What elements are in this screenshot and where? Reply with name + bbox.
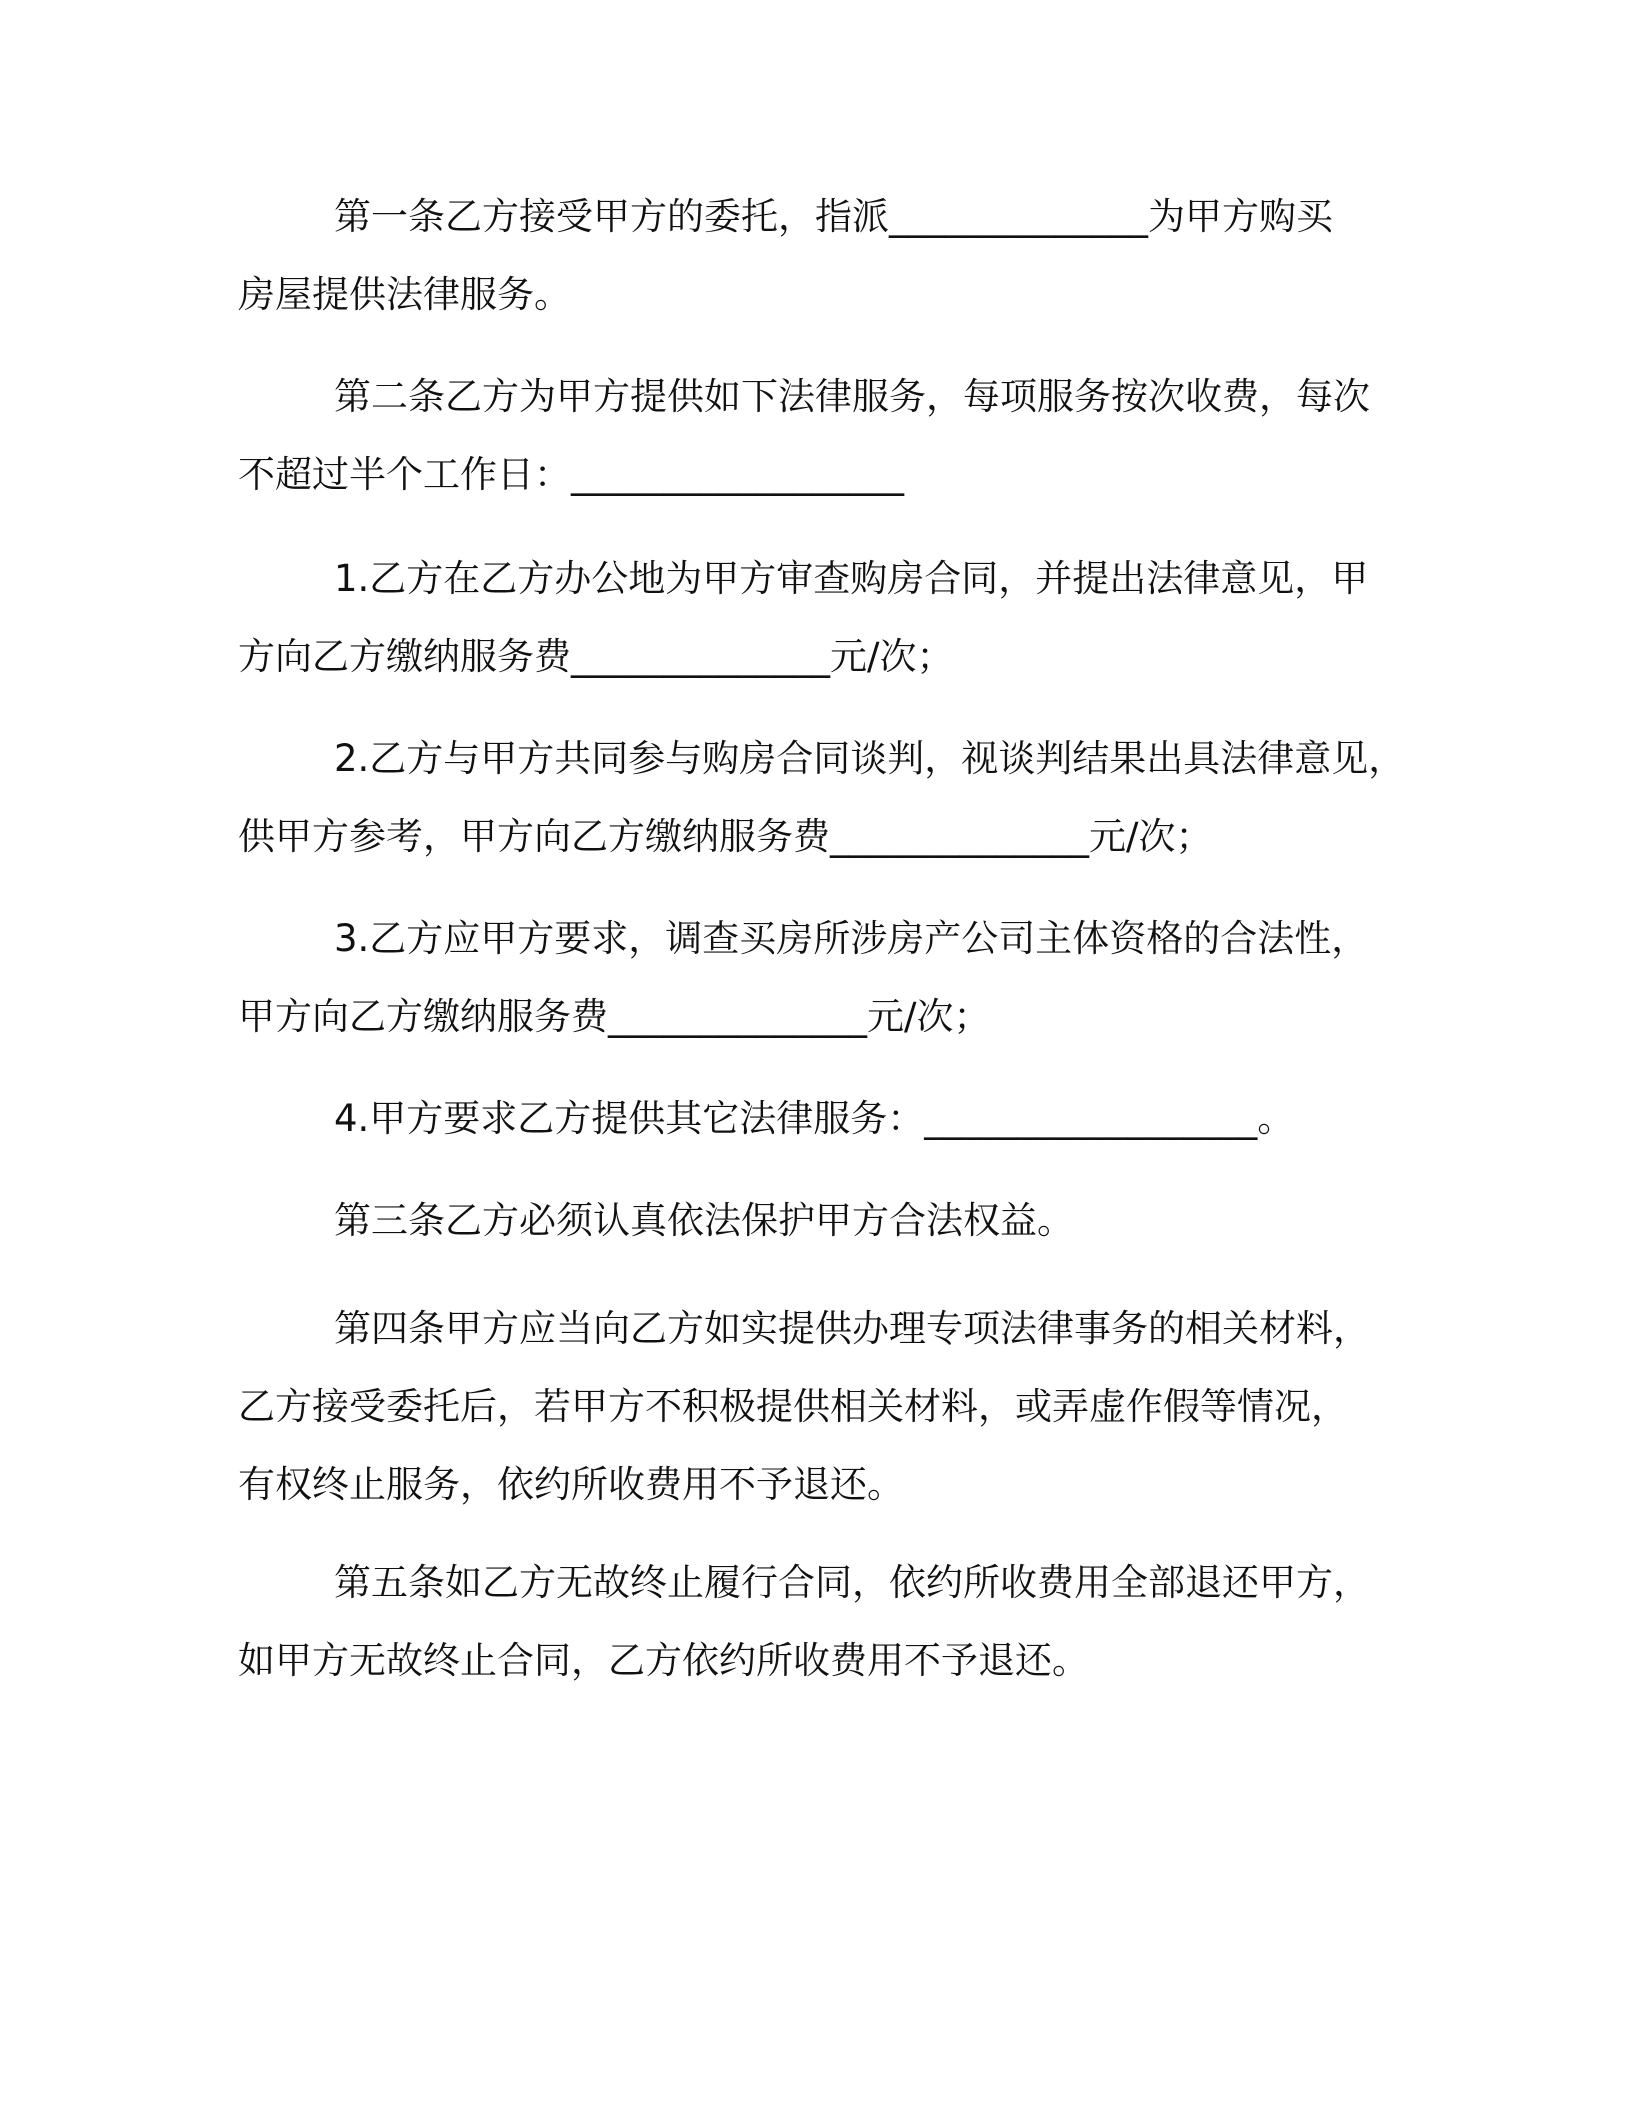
item-2-line-2: 供甲方参考，甲方向乙方缴纳服务费______________元/次；	[238, 815, 1213, 858]
article-2-line-2: 不超过半个工作日：__________________	[238, 453, 904, 496]
item-1-line-1: 1.乙方在乙方办公地为甲方审查购房合同，并提出法律意见，甲	[334, 557, 1369, 600]
item-2-line-1: 2.乙方与甲方共同参与购房合同谈判，视谈判结果出具法律意见，	[334, 737, 1406, 780]
article-4-line-2: 乙方接受委托后，若甲方不积极提供相关材料，或弄虚作假等情况，	[238, 1385, 1348, 1428]
article-1-line-2: 房屋提供法律服务。	[238, 273, 571, 316]
item-1-line-2: 方向乙方缴纳服务费______________元/次；	[238, 635, 954, 678]
item-3-line-2: 甲方向乙方缴纳服务费______________元/次；	[238, 995, 991, 1038]
article-5-line-1: 第五条如乙方无故终止履行合同，依约所收费用全部退还甲方，	[334, 1561, 1370, 1604]
article-4-line-1: 第四条甲方应当向乙方如实提供办理专项法律事务的相关材料，	[334, 1307, 1370, 1350]
item-4-line-1: 4.甲方要求乙方提供其它法律服务：__________________。	[334, 1097, 1295, 1140]
article-5-line-2: 如甲方无故终止合同，乙方依约所收费用不予退还。	[238, 1639, 1089, 1682]
article-1-line-1: 第一条乙方接受甲方的委托，指派______________为甲方购买	[334, 195, 1333, 238]
article-4-line-3: 有权终止服务，依约所收费用不予退还。	[238, 1463, 904, 1506]
article-2-line-1: 第二条乙方为甲方提供如下法律服务，每项服务按次收费，每次	[334, 375, 1370, 418]
item-3-line-1: 3.乙方应甲方要求，调查买房所涉房产公司主体资格的合法性，	[334, 917, 1369, 960]
article-3-line-1: 第三条乙方必须认真依法保护甲方合法权益。	[334, 1199, 1074, 1242]
